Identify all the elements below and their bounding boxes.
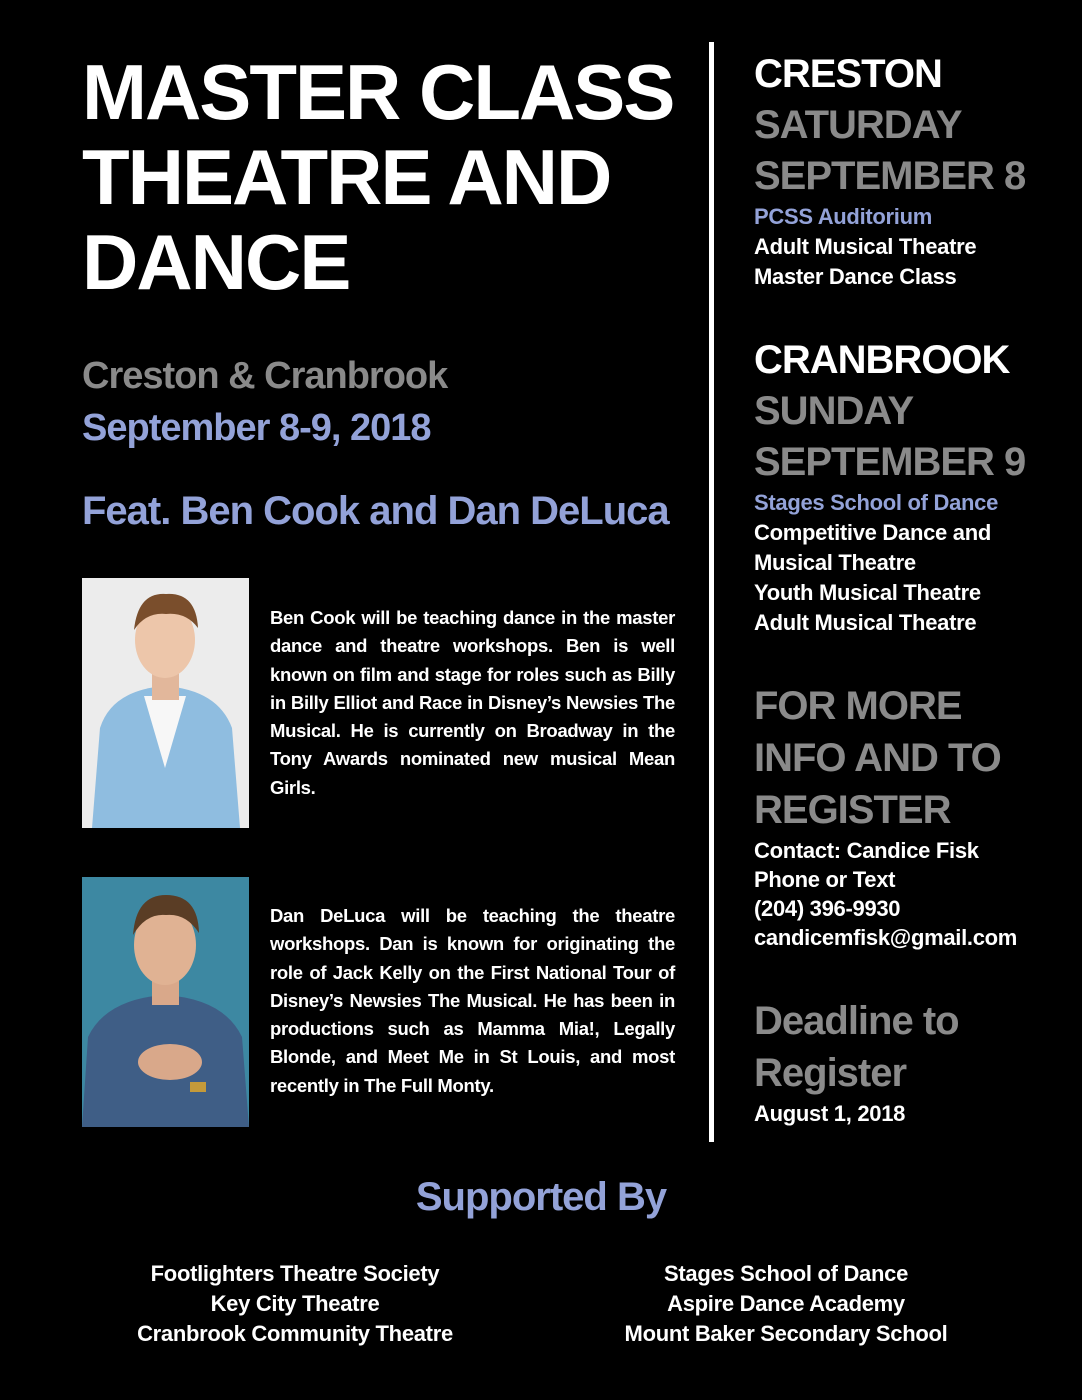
- cranbrook-day: SUNDAY: [754, 389, 914, 433]
- creston-heading: CRESTON: [754, 52, 942, 96]
- creston-venue: PCSS Auditorium: [754, 204, 933, 229]
- cranbrook-heading: CRANBROOK: [754, 338, 1010, 382]
- sponsor-name: Stages School of Dance: [663, 1261, 908, 1286]
- title-line-2: THEATRE AND: [82, 133, 611, 221]
- creston-date: SEPTEMBER 8: [754, 154, 1026, 198]
- cranbrook-class: Youth Musical Theatre: [754, 580, 981, 605]
- creston-class: Adult Musical Theatre: [754, 234, 977, 259]
- sponsor-name: Cranbrook Community Theatre: [137, 1321, 453, 1346]
- ben-cook-photo: [82, 578, 249, 828]
- contact-name: Contact: Candice Fisk: [754, 838, 979, 863]
- vertical-divider: [709, 42, 714, 1142]
- phone-label: Phone or Text: [754, 867, 896, 892]
- cranbrook-date: SEPTEMBER 9: [754, 440, 1026, 484]
- event-dates: September 8-9, 2018: [82, 407, 431, 449]
- cranbrook-class: Competitive Dance and: [754, 520, 991, 545]
- sponsors-left: [45, 1259, 545, 1349]
- creston-day: SATURDAY: [754, 103, 962, 147]
- cranbrook-schedule: [754, 334, 1074, 638]
- main-title: [82, 50, 682, 305]
- sponsor-name: Key City Theatre: [210, 1291, 380, 1316]
- cranbrook-class: Musical Theatre: [754, 550, 916, 575]
- sponsors-right: [536, 1259, 1036, 1349]
- dan-deluca-photo: [82, 877, 249, 1127]
- deadline-info: [754, 995, 1074, 1128]
- ben-cook-bio: Ben Cook will be teaching dance in the master dance and theatre workshops. Ben is well known on film and stage for roles such as Billy in Billy Elliot and Race in Disney’s Newsies The Musical. He is currently on Broadway in the Tony Awards nominated new musical Mean Girls.: [270, 607, 675, 798]
- sponsor-name: Mount Baker Secondary School: [624, 1321, 948, 1346]
- info-heading-line: INFO AND TO: [754, 736, 1001, 780]
- featuring-line: Feat. Ben Cook and Dan DeLuca: [82, 489, 669, 533]
- location-line: Creston & Cranbrook: [82, 355, 448, 397]
- deadline-heading-line: Register: [754, 1051, 907, 1095]
- title-line-1: MASTER CLASS: [82, 48, 674, 136]
- info-heading-line: REGISTER: [754, 788, 951, 832]
- deadline-date: August 1, 2018: [754, 1101, 906, 1126]
- dan-deluca-bio: Dan DeLuca will be teaching the theatre workshops. Dan is known for originating the role of Jack Kelly on the First National Tour of Disney’s Newsies The Musical. He has been in productions such as Mamma Mia!, Legally Blonde, and Meet Me in St Louis, and most recently in The Full Monty.: [270, 905, 675, 1096]
- supported-by-heading: Supported By: [415, 1175, 667, 1219]
- registration-info: [754, 680, 1074, 952]
- sponsor-name: Aspire Dance Academy: [667, 1291, 905, 1316]
- deadline-heading-line: Deadline to: [754, 999, 959, 1043]
- email-address[interactable]: candicemfisk@gmail.com: [754, 925, 1018, 950]
- sponsor-name: Footlighters Theatre Society: [150, 1261, 440, 1286]
- creston-schedule: [754, 48, 1074, 292]
- title-line-3: DANCE: [82, 218, 350, 306]
- cranbrook-class: Adult Musical Theatre: [754, 610, 977, 635]
- cranbrook-venue: Stages School of Dance: [754, 490, 999, 515]
- phone-number[interactable]: (204) 396-9930: [754, 896, 901, 921]
- creston-class: Master Dance Class: [754, 264, 957, 289]
- info-heading-line: FOR MORE: [754, 684, 962, 728]
